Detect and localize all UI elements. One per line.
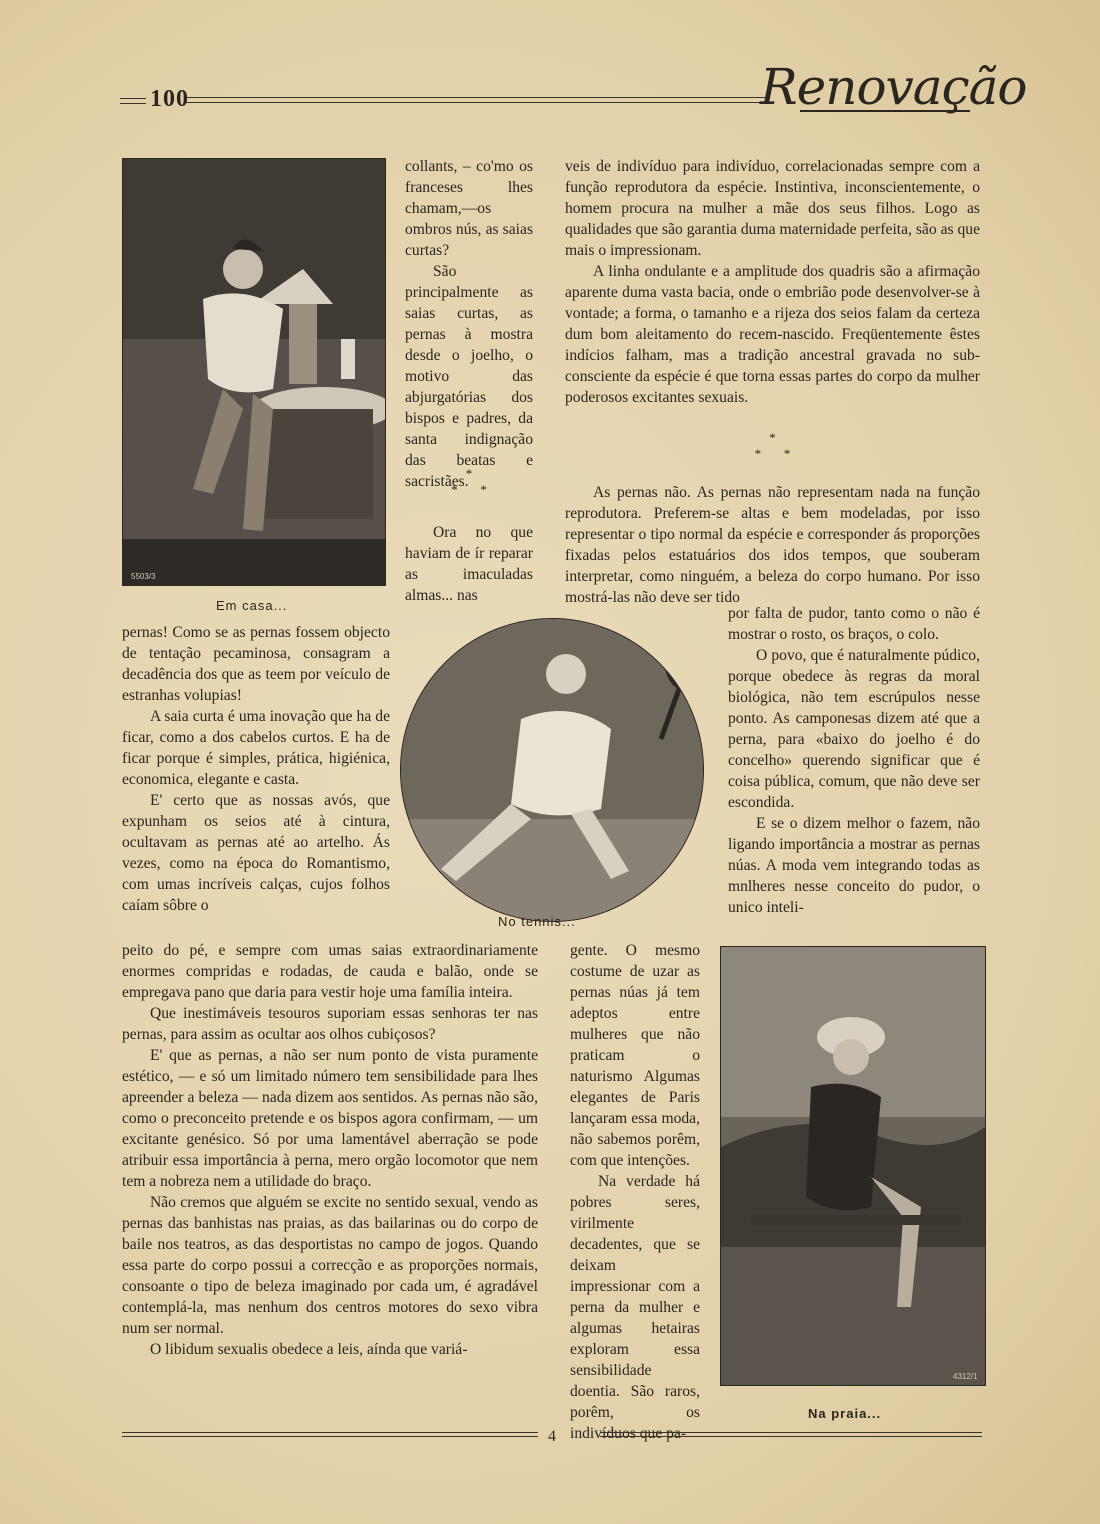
paragraph: A saia curta é uma inovação que ha de ficar, como a dos cabelos curtos. E ha de ficar porque é simples, prática, higiénica, economica, elegante e casta. bbox=[122, 708, 390, 788]
photo-code: 5503/3 bbox=[131, 572, 156, 581]
paragraph: E se o dizem melhor o fazem, não ligando importância a mostrar as pernas núas. A moda vem integrando todas as mnlheres nesse conceito do pudor, o unico inteli- bbox=[728, 815, 980, 916]
section-stars bbox=[405, 466, 533, 498]
col-right-mid bbox=[565, 482, 980, 608]
photo-code: 4312/1 bbox=[953, 1372, 978, 1381]
star-pair: * * bbox=[754, 446, 791, 461]
photo-no-tennis bbox=[400, 618, 704, 922]
paragraph: Que inestimáveis tesouros suporiam essas senhoras ter nas pernas, para assim as ocultar aos olhos cubiçosos? bbox=[122, 1005, 538, 1043]
page-number: 100 bbox=[150, 86, 189, 112]
paragraph: Na verdade há pobres seres, virilmente decadentes, que se deixam impressionar com a perna da mulher e algumas hetairas exploram essa sensibilidade doentia. São raros, porêm, os indivíduos que pa- bbox=[570, 1173, 700, 1442]
star: * bbox=[769, 430, 776, 445]
photo-na-praia bbox=[720, 946, 986, 1386]
paragraph: São principalmente as saias curtas, as pernas à mostra desde o joelho, o motivo das abjurgatórias dos bispos e padres, da santa indignação das beatas e sacristães. bbox=[405, 263, 533, 490]
col-left-body bbox=[122, 622, 390, 916]
paragraph: Ora no que haviam de ír reparar as imaculadas almas... nas bbox=[405, 524, 533, 604]
paragraph: O libidum sexualis obedece a leis, aínda que variá- bbox=[150, 1341, 468, 1358]
star: * bbox=[465, 466, 473, 481]
footer-rule-left bbox=[122, 1432, 538, 1437]
paragraph: pernas! Como se as pernas fossem objecto de tentação pecaminosa, consagram a decadência dos que as teem por veículo de estranhas volupias! bbox=[122, 624, 390, 704]
footer-rule-right bbox=[600, 1432, 982, 1437]
paragraph: As pernas não. As pernas não representam nada na função reprodutora. Preferem-se altas e bem modeladas, por isso representar o tipo normal da espécie e corresponder ás proporções fixadas pelos estatuários dos idos tempos, que souberam interpretar, como ninguém, a beleza do corpo humano. Por isso mostrá-las não deve ser tido bbox=[565, 484, 980, 606]
woman-seated-image bbox=[123, 159, 385, 585]
masthead-title: Renovação bbox=[760, 58, 1027, 116]
folio: 4 bbox=[548, 1428, 556, 1445]
star-pair: * * bbox=[451, 482, 487, 497]
col-left-wide bbox=[122, 940, 538, 1360]
paragraph: O povo, que é naturalmente púdico, porque obedece às regras da moral biológica, não tem escrúpulos nesse ponto. As camponesas dizem até que a perna, para «baixo do joelho é do concelho» querendo significar que é coisa pública, comum, que não deve ser escondida. bbox=[728, 647, 980, 811]
paragraph: por falta de pudor, tanto como o não é mostrar o rosto, os braços, o colo. bbox=[728, 605, 980, 643]
col-right-top bbox=[565, 156, 980, 408]
col-left-mid bbox=[405, 522, 533, 606]
paragraph: E' que as pernas, a não ser num ponto de vista puramente estético, — e só um limitado número tem sensibilidade para lhes apreender a beleza — nada dizem aos sentidos. As pernas não são, como o preconceito pretende e os bispos agora confirmam, — um excitante genésico. Só por uma lamentável aberração se pode atribuir essa importância à perna, mero orgão locomotor que nem tem a nobreza nem a utilidade do braço. bbox=[122, 1047, 538, 1190]
paragraph: E' certo que as nossas avós, que expunham os seios até à cintura, ocultavam as pernas até ao artelho. Ás vezes, como na época do Romantismo, com umas incríveis calças, cujos folhos caíam sôbre o bbox=[122, 792, 390, 914]
col-left-top bbox=[405, 156, 533, 492]
section-stars-right bbox=[565, 430, 980, 462]
bather-image bbox=[721, 947, 985, 1385]
paragraph: collants, – co'mo os franceses lhes chamam,—os ombros nús, as saias curtas? bbox=[405, 158, 533, 259]
col-right-narrow bbox=[728, 603, 980, 918]
paragraph: Não cremos que alguém se excite no sentido sexual, vendo as pernas das banhistas nas praias, as das bailarinas ou do corpo de baile nos teatros, as das desportistas no campo de jogos. Quando essa parte do corpo possui a correcção e as proporções normais, consoante o tipo de beleza imaginado por cada um, é agradável contemplá-la, mas nenhum dos centros motores do sexo vibra num ser normal. bbox=[122, 1194, 538, 1337]
caption-em-casa: Em casa... bbox=[216, 598, 288, 613]
caption-na-praia: Na praia... bbox=[808, 1406, 882, 1421]
caption-no-tennis: No tennis... bbox=[498, 914, 576, 929]
paragraph: veis de indivíduo para indivíduo, correlacionadas sempre com a função reprodutora da espécie. Instintiva, inconscientemente, o homem procura na mulher a mãe dos seus filhos. Logo as qualidades que são garantia duma maternidade perfeita, são as que mais o impressionam. bbox=[565, 158, 980, 259]
header-rule-left bbox=[120, 98, 146, 104]
header-rule bbox=[186, 97, 766, 103]
paragraph: peito do pé, e sempre com umas saias extraordinariamente enormes compridas e rodadas, de cauda e balão, onde se empregava pano que daria para vestir hoje uma família inteira. bbox=[122, 942, 538, 1001]
paragraph: A linha ondulante e a amplitude dos quadris são a afirmação aparente duma vasta bacia, onde o embrião pode desenvolver-se à vontade; a forma, o tamanho e a rijeza dos seios falam da certeza dum bom aleitamento do recem-nascido. Freqüentemente êstes indícios falham, mas a tradição ancestral gravada no sub-consciente da espécie é que torna essas partes do corpo da mulher poderosos excitantes sexuais. bbox=[565, 263, 980, 406]
col-mid-bottom bbox=[570, 940, 700, 1444]
masthead-underline bbox=[800, 110, 970, 112]
paragraph: gente. O mesmo costume de uzar as pernas núas já tem adeptos entre mulheres que não praticam o naturismo Algumas elegantes de Paris lançaram essa moda, não sabemos porêm, com que intenções. bbox=[570, 942, 700, 1169]
photo-em-casa bbox=[122, 158, 386, 586]
tennis-player-image bbox=[401, 619, 703, 921]
